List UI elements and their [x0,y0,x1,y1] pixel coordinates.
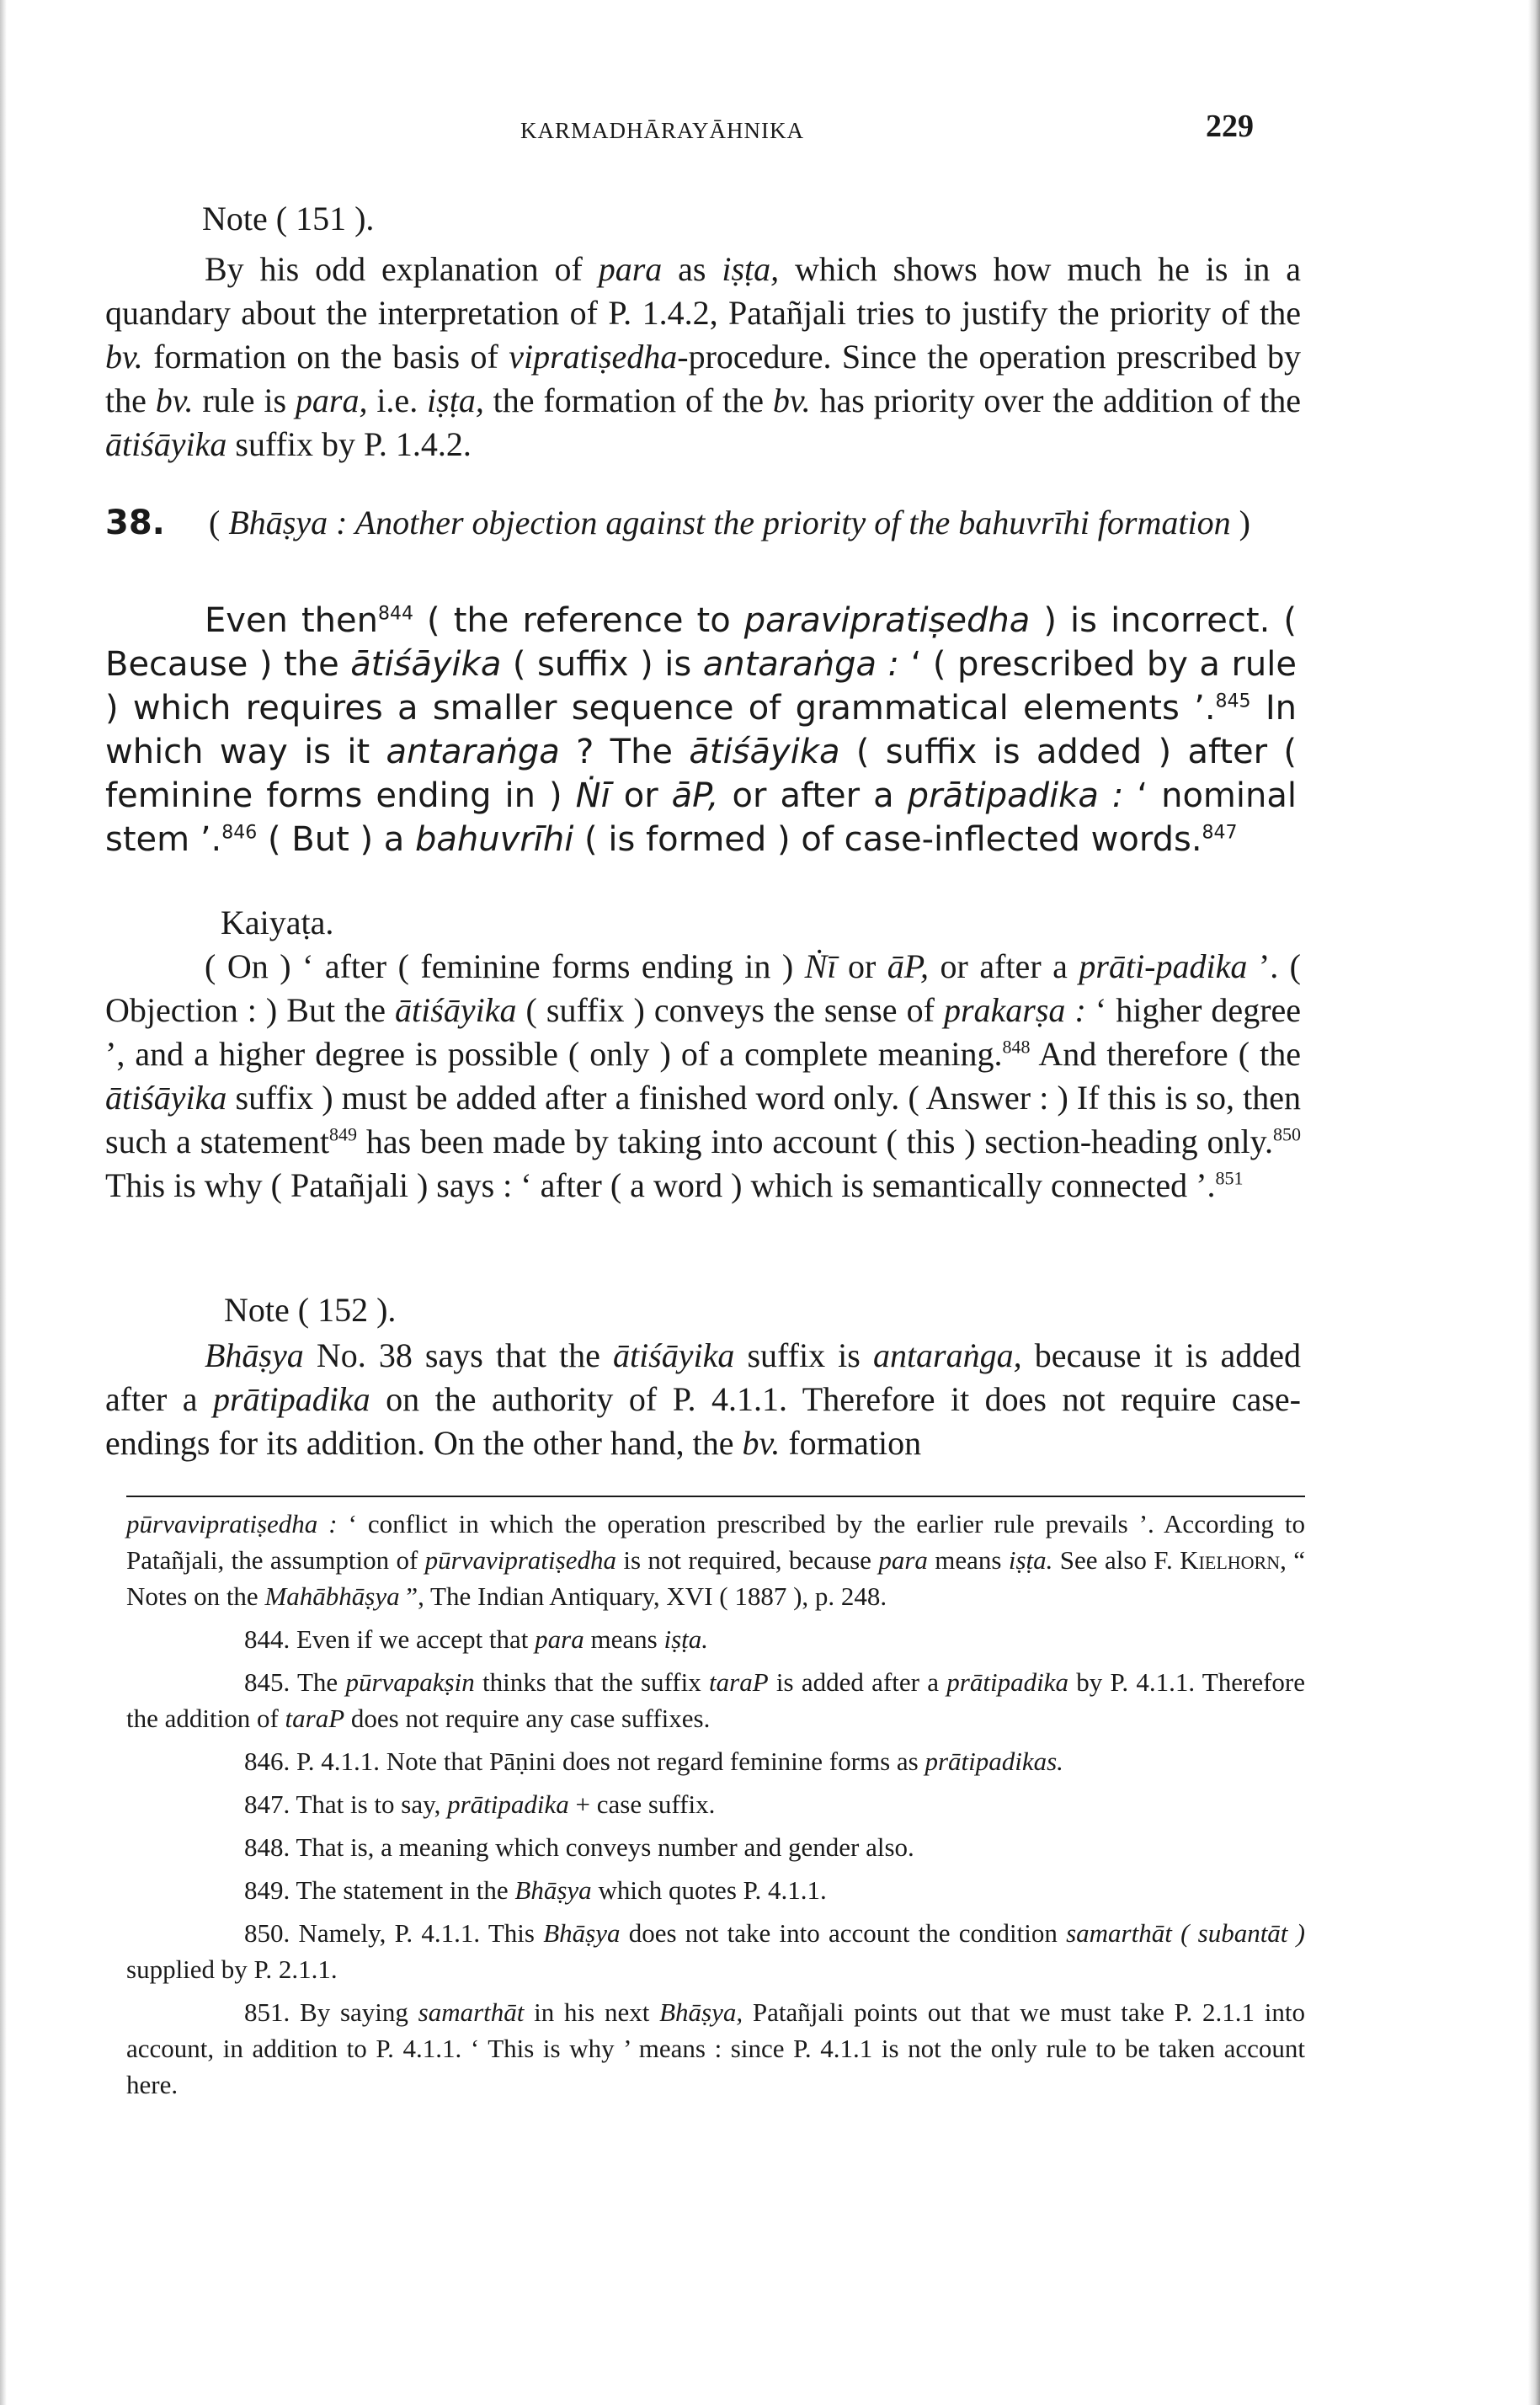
translation-paragraph: Even then$^{844}$ ( the reference to paravipratiṣedha ) is incorrect. ( Because ) the ātiśāyika ( suffix ) is antaraṅga : ‘ ( prescribed by a rule ) which requires a smaller sequence of grammatical elements ’.$^{845}$ In which way is it antaraṅga ? The ātiśāyika ( suffix is added ) after ( feminine forms ending in ) Ṅī or āP, or after a prātipadika : ‘ nominal stem ’.$^{846}$ ( But ) a bahuvrīhi ( is formed ) of case-inflected words.$^{847}$ [105,601,1298,859]
section-title: ( Bhāṣya : Another objection against the priority of the bahuvrīhi formation ) [209,504,1250,541]
note-152-heading: Note ( 152 ). [224,1291,397,1329]
footnote-ref: 850 [1273,1123,1301,1145]
note-151-paragraph: By his odd explanation of para as iṣṭa, which shows how much he is in a quandary about the interpretation of P. 1.4.2, Patañjali tries to justify the priority of the bv. formation on the basis of vipratiṣedha-procedure. Since the operation prescribed by the bv. rule is para, i.e. iṣṭa, the formation of the bv. has priority over the addition of the ātiśāyika suffix by P. 1.4.2. [105,250,1302,463]
footnote-849: 849. The statement in the Bhāṣya which quotes P. 4.1.1. [244,1875,827,1905]
footnote-844: 844. Even if we accept that para means iṣṭa. [244,1624,708,1654]
note-152-paragraph: Bhāṣya No. 38 says that the ātiśāyika suffix is antaraṅga, because it is added after a prātipadika on the authority of P. 4.1.1. Therefore it does not require case-endings for its addition. On the other hand, the bv. formation [105,1336,1301,1462]
footnote-850: 850. Namely, P. 4.1.1. This Bhāṣya does not take into account the condition samarthāt ( subantāt ) supplied by P. 2.1.1. [126,1918,1305,1984]
footnote-ref: 847 [1202,822,1238,844]
footnote-continuation: pūrvavipratiṣedha : ‘ conflict in which the operation prescribed by the earlier rule prevails ’. According to Patañjali, the assumption of pūrvavipratiṣedha is not required, because para means iṣṭa. See also F. Kielhorn, “ Notes on the Mahābhāṣya ”, The Indian Antiquary, XVI ( 1887 ), p. 248. [126,1509,1306,1611]
footnote-848: 848. That is, a meaning which conveys number and gender also. [244,1832,914,1862]
footnote-ref: 848 [1002,1036,1031,1058]
bhasya-translation [105,599,1297,861]
kaiyata-paragraph: ( On ) ‘ after ( feminine forms ending in ) Ṅī or āP, or after a prāti-padika ’. ( Objection : ) But the ātiśāyika ( suffix ) conveys the sense of prakarṣa : ‘ higher degree ’, and a higher degree is possible ( only ) of a complete meaning.$^{848}$ And therefore ( the ātiśāyika suffix ) must be added after a finished word only. ( Answer : ) If this is so, then such a statement$^{849}$ has been made by taking into account ( this ) section-heading only.$^{850}$ This is why ( Patañjali ) says : ‘ after ( a word ) which is semantically connected ’.$^{851}$ [105,947,1302,1204]
footnote-847: 847. That is to say, prātipadika + case suffix. [244,1789,716,1819]
note-151-heading: Note ( 151 ). [202,200,375,237]
footnote-rule [126,1496,1305,1497]
kaiyata-heading: Kaiyaṭa. [221,904,334,941]
footnote-851: 851. By saying samarthāt in his next Bhāṣya, Patañjali points out that we must take P. 2.1.1 into account, in addition to P. 4.1.1. ‘ This is why ’ means : since P. 4.1.1 is not the only rule to be taken account here. [126,1997,1305,2099]
scan-edge-right [1528,0,1540,2405]
kaiyata-body [105,945,1301,1208]
footnote-ref: 849 [329,1123,357,1145]
footnote-ref: 845 [1215,691,1251,712]
page-number: 229 [1206,109,1254,144]
footnote-846: 846. P. 4.1.1. Note that Pāṇini does not regard feminine forms as prātipadikas. [244,1746,1063,1776]
footnotes [126,1506,1305,2109]
footnote-ref: 844 [377,603,413,625]
footnote-ref: 851 [1215,1167,1244,1189]
running-head: KARMADHĀRAYĀHNIKA [520,118,805,143]
footnote-845: 845. The pūrvapakṣin thinks that the suffix taraP is added after a prātipadika by P. 4.1.1. Therefore the addition of taraP does not require any case suffixes. [126,1667,1305,1733]
note-152-body [105,1334,1301,1465]
section-number: 38. [105,504,165,542]
scan-edge-left [0,0,7,2405]
note-151-body [105,248,1301,467]
footnote-ref: 846 [221,822,258,844]
